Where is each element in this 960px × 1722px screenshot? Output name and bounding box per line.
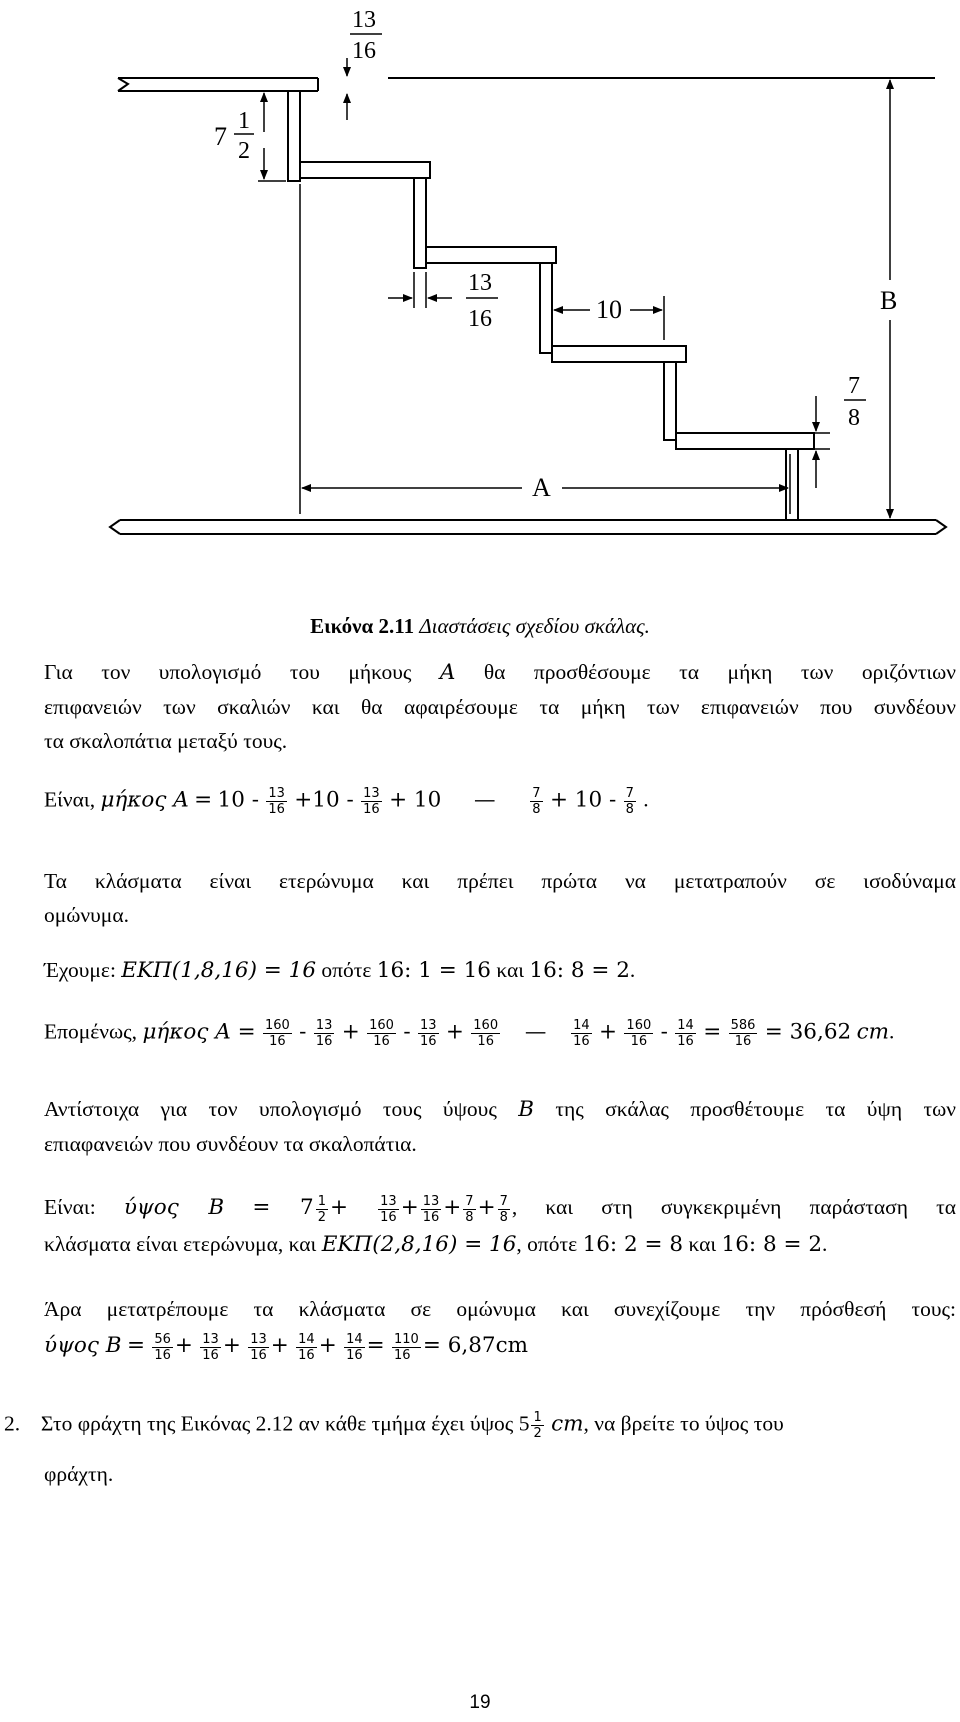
bottom-floor-slab (110, 520, 946, 534)
exercise-number: 2. (4, 1411, 21, 1436)
lcm-line-1: Έχουμε: ΕΚΠ(1,8,16) = 16 οπότε 16: 1 = 16 και 16: 8 = 2. (44, 958, 636, 983)
p3-expr3: 16: 8 = 2 (529, 958, 630, 983)
p3-and: και (496, 958, 525, 982)
p1-text-a: Για τον υπολογισμό του μήκους (44, 660, 412, 684)
p3-mid: οπότε (321, 958, 372, 982)
p1-line3: τα σκαλοπάτια μεταξύ τους. (44, 729, 288, 753)
p5-frac2: $\frac{13}{16}$ (202, 1331, 219, 1363)
stair-dimension-figure (0, 0, 960, 560)
eq2-frac7: $\frac{160}{16}$ (626, 1018, 652, 1049)
dim-label-7-num: 1 (238, 108, 250, 134)
p3-expr1: ΕΚΠ(1,8,16) = 16 (121, 958, 317, 983)
eq2-frac3: $\frac{160}{16}$ (369, 1018, 394, 1049)
dim-label-7-8-den: 8 (848, 405, 860, 431)
eq1-frac4: $\frac{7}{8}$ (625, 786, 634, 817)
eq2-prefix: Επομένως, (44, 1019, 138, 1044)
page-number: 19 (469, 1692, 491, 1713)
equation-height-b: Είναι: ύψος B = 7 $\frac{1}{2}$ + $\frac{13}{16}$ + $\frac{13}{16}$ + $\frac{7}{8}$ + $\frac{7}{8}$ , και στη συγκεκριμένη παράσταση τα κλάσματα είναι ετερώνυμα, και ΕΚΠ(2,8,16) = 16, οπότε 16: 2 = 8 και 16: 8 = 2. (44, 1193, 957, 1257)
paragraph-fractions-note (44, 864, 956, 932)
caption-text: Διαστάσεις σχεδίου σκάλας. (419, 614, 650, 638)
exercise-2-line2: φράχτη. (44, 1462, 114, 1486)
eq2-frac4: $\frac{13}{16}$ (419, 1018, 437, 1049)
equation-length-a (44, 786, 649, 817)
paragraph-length-intro (44, 655, 956, 758)
dimension-overlap (388, 272, 452, 308)
eq1-frac1: $\frac{13}{16}$ (268, 786, 285, 817)
p4-text-b: της σκάλας προσθέτουμε τα ύψη των (555, 1097, 956, 1121)
top-floor-slab (118, 78, 318, 91)
eq2-lhs: μήκος A = (142, 1019, 256, 1045)
eq1-term3: + 10 (389, 787, 442, 813)
dim-label-7: 7 (214, 122, 227, 151)
eq3-frac0: $\frac{1}{2}$ (317, 1193, 326, 1225)
eq2-frac9: $\frac{586}{16}$ (730, 1018, 756, 1049)
eq3-frac1: $\frac{13}{16}$ (380, 1193, 397, 1225)
eq2-frac2: $\frac{13}{16}$ (315, 1018, 333, 1049)
eq3-lhs: ύψος B (123, 1195, 225, 1220)
eq1-end: . (643, 787, 649, 812)
equation-length-a-result: Επομένως, μήκος A = $\frac{160}{16}$ - $\frac{13}{16}$ + $\frac{160}{16}$ - $\frac{13}{16}$ + $\frac{160}{16}$ — $\frac{14}{16}$ + $\frac{160}{16}$ - $\frac{14}{16}$ = $\frac{586}{16}$ = 36,62 cm. (44, 1018, 895, 1049)
eq1-lhs: μήκος A (100, 787, 189, 813)
p5-frac1: $\frac{56}{16}$ (154, 1331, 171, 1363)
eq1-frac3: $\frac{7}{8}$ (532, 786, 541, 817)
eq3-frac3: $\frac{7}{8}$ (465, 1193, 474, 1225)
eq2-frac5: $\frac{160}{16}$ (473, 1018, 499, 1049)
exercise-frac: $\frac{1}{2}$ (533, 1410, 542, 1441)
p1-var-a: A (439, 660, 456, 685)
dimension-tread-thickness (804, 396, 830, 488)
p4-line2: επιαφανειών που συνδέουν τα σκαλοπάτια. (44, 1132, 417, 1156)
p3-expr2: 16: 1 = 16 (376, 958, 491, 983)
eq3-prefix: Είναι: (44, 1195, 96, 1219)
p3-prefix: Έχουμε: (44, 958, 116, 982)
eq1-term5: + 10 - (549, 787, 617, 813)
dim-label-13-mid-num: 13 (468, 270, 492, 296)
p5-frac3: $\frac{13}{16}$ (250, 1331, 267, 1363)
dim-label-A: A (532, 473, 551, 502)
eq3-frac2: $\frac{13}{16}$ (422, 1193, 440, 1225)
p5-frac5: $\frac{14}{16}$ (346, 1331, 363, 1363)
eq1-eq: = (194, 787, 213, 813)
eq1-term1: 10 - (217, 787, 259, 813)
dim-label-B: B (880, 286, 898, 315)
figure-caption (0, 614, 960, 639)
caption-label: Εικόνα 2.11 (310, 614, 415, 638)
dim-label-10: 10 (596, 295, 622, 324)
p1-line2: επιφανειών των σκαλιών και θα αφαιρέσουμε τα μήκη των επιφανειών που συνδέουν (44, 695, 956, 719)
paragraph-height-result (44, 1292, 956, 1363)
eq3-tail: , και στη συγκεκριμένη παράσταση τα (511, 1195, 957, 1219)
eq2-result: = 36,62 (764, 1019, 852, 1045)
eq1-minus-dash: — (474, 787, 496, 813)
p4-var-b: B (518, 1097, 535, 1122)
p5-line1: Άρα μετατρέπουμε τα κλάσματα σε ομώνυμα και συνεχίζουμε την πρόσθεσή τους: (44, 1297, 956, 1321)
p1-text-b: θα προσθέσουμε τα μήκη των οριζόντιων (483, 660, 957, 684)
eq1-prefix: Είναι, (44, 787, 96, 812)
eq1-frac2: $\frac{13}{16}$ (363, 786, 380, 817)
dim-label-7-den: 2 (238, 138, 250, 164)
eq2-frac8: $\frac{14}{16}$ (677, 1018, 694, 1049)
eq3-frac4: $\frac{7}{8}$ (499, 1193, 508, 1225)
exercise-text-a: Στο φράχτη της Εικόνας 2.12 αν κάθε τμήμα έχει ύψος 5 (40, 1411, 530, 1436)
stairs (288, 91, 814, 520)
exercise-text-b: , να βρείτε το ύψος του (583, 1411, 784, 1436)
exercise-2 (4, 1410, 784, 1441)
exercise-unit: cm (551, 1411, 584, 1437)
paragraph-height-intro (44, 1092, 956, 1161)
eq2-frac6: $\frac{14}{16}$ (573, 1018, 590, 1049)
dimension-total-length (300, 184, 790, 514)
p4-text-a: Αντίστοιχα για τον υπολογισμό τους ύψους (44, 1097, 497, 1121)
dim-label-13-top-den: 16 (352, 38, 376, 64)
eq1-term2: +10 - (294, 787, 354, 813)
dim-label-7-8-num: 7 (848, 373, 860, 399)
p5-frac4: $\frac{14}{16}$ (298, 1331, 315, 1363)
eq2-unit: cm (856, 1019, 889, 1045)
eq2-frac1: $\frac{160}{16}$ (264, 1018, 290, 1049)
dim-label-13-top-num: 13 (352, 7, 376, 33)
p5-frac6: $\frac{110}{16}$ (394, 1331, 419, 1363)
dim-label-13-mid-den: 16 (468, 306, 492, 332)
p2-line2: ομώνυμα. (44, 903, 129, 927)
p2-line1: Τα κλάσματα είναι ετερώνυμα και πρέπει πρώτα να μετατραπούν σε ισοδύναμα (44, 869, 956, 893)
dimension-riser-height (258, 91, 286, 181)
equation-height-b-result: ύψος B = $\frac{56}{16}$ + $\frac{13}{16}$ + $\frac{13}{16}$ + $\frac{14}{16}$ + $\frac{14}{16}$ = $\frac{110}{16}$ = 6,87cm (44, 1331, 528, 1363)
